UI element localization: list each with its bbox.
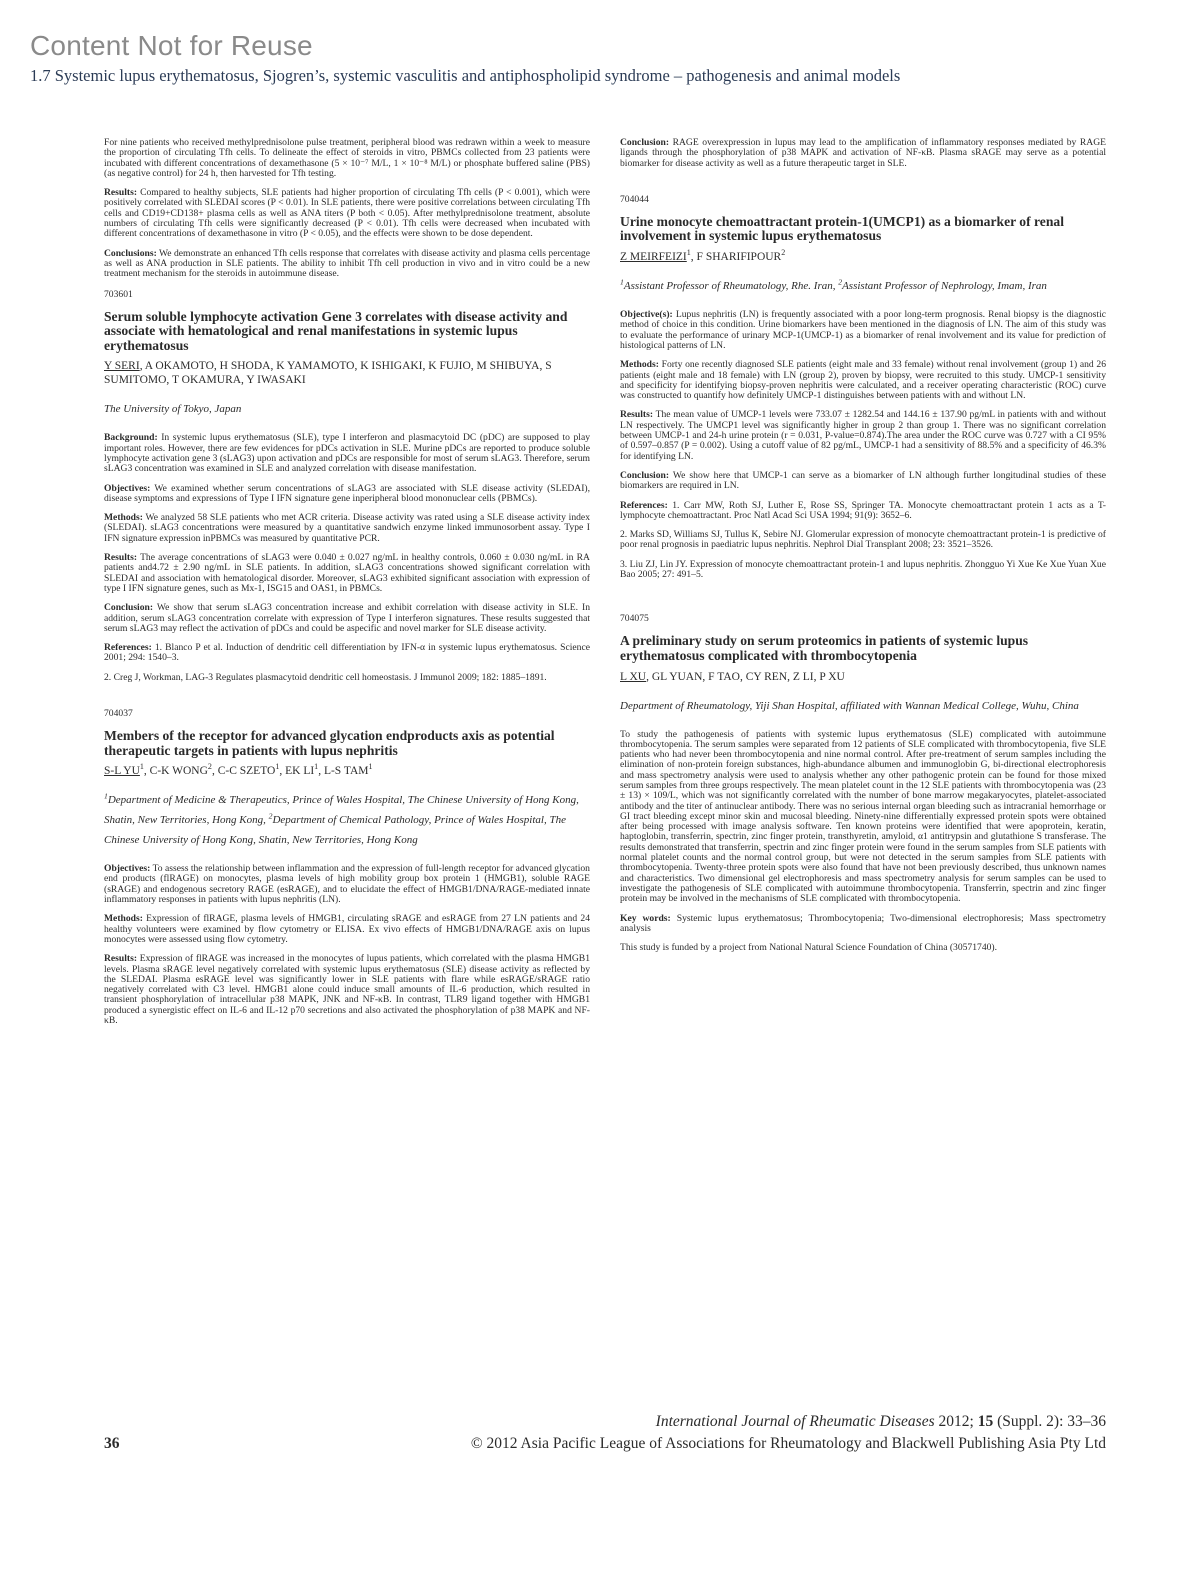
watermark: Content Not for Reuse bbox=[30, 30, 313, 61]
abstract-703601 bbox=[104, 289, 590, 683]
abstract-704044 bbox=[620, 194, 1106, 580]
results-paragraph: Results: Compared to healthy subjects, SLE patients had higher proportion of circulating Tfh cells (P < 0.001), which were positively correlated with SLEDAI scores (P < 0.01). In SLE patients, there were positive correlations between circulating Tfh cells and CD19+CD138+ plasma cells as well as ANA titers (P both < 0.05). After methylprednisolone treatment, absolute numbers of circulating Tfh cells were significantly decreased (P < 0.01). Tfh cells were decreased when incubated with different concentrations of dexamethasone in vitro (P < 0.05), and the effects were shown to be dose dependent. bbox=[104, 187, 590, 240]
page-number: 36 bbox=[104, 1435, 120, 1452]
methods-paragraph: Methods: Expression of flRAGE, plasma levels of HMGB1, circulating sRAGE and esRAGE from 27 LN patients and 24 healthy volunteers were examined by flow cytometry or ELISA. Ex vivo effects of HMGB1/DNA/RAGE axis on lupus monocytes were assessed using flow cytometry. bbox=[104, 913, 590, 945]
results-paragraph: Results: Expression of flRAGE was increased in the monocytes of lupus patients, which correlated with the plasma HMGB1 levels. Plasma sRAGE level negatively correlated with systemic lupus erythematosus (SLE) disease activity as reflected by the SLEDAI. Plasma esRAGE level was significantly lower in SLE patients with flare while esRAGE/sRAGE ratio negatively correlated with C3 level. HMGB1 alone could induce small amounts of IL-6 production, which resulted in transient phosphorylation of intracellular p38 MAPK, JNK and NF-κB. In contrast, TLR9 ligand together with HMGB1 produced a synergistic effect on IL-6 and IL-12 p70 secretions and also activated the phosphorylation of p38 MAPK and NF-κB. bbox=[104, 953, 590, 1027]
objectives-paragraph: Objectives: To assess the relationship between inflammation and the expression of full-length receptor for advanced glycation end products (flRAGE) on monocytes, plasma levels of high mobility group box protein 1 (HMGB1), soluble RAGE (sRAGE) and endogenous secretory RAGE (esRAGE), and to elucidate the effect of HMGB1/DNA/RAGE-mediated innate inflammatory responses in patients with lupus nephritis (LN). bbox=[104, 863, 590, 906]
funding-paragraph: This study is funded by a project from National Natural Science Foundation of China (30571740). bbox=[620, 942, 998, 954]
author-list: L XU, GL YUAN, F TAO, CY REN, Z LI, P XU bbox=[620, 670, 845, 683]
affiliation: Department of Rheumatology, Yiji Shan Hospital, affiliated with Wannan Medical College, Wuhu, China bbox=[620, 699, 1079, 712]
abstract-title: Urine monocyte chemoattractant protein-1(UMCP1) as a biomarker of renal involvement in systemic lupus erythematosus bbox=[620, 213, 1064, 244]
copyright-notice: © 2012 Asia Pacific League of Associations for Rheumatology and Blackwell Publishing Asia Pty Ltd bbox=[470, 1435, 1106, 1452]
author-list: Y SERI, A OKAMOTO, H SHODA, K YAMAMOTO, K ISHIGAKI, K FUJIO, M SHIBUYA, S SUMITOMO, T OKAMURA, Y IWASAKI bbox=[104, 360, 552, 387]
reference-1: References: 1. Carr MW, Roth SJ, Luther E, Rose SS, Springer TA. Monocyte chemoattractant protein 1 acts as a T-lymphocyte chemoattractant. Proc Natl Acad Sci USA 1994; 91(9): 3652–6. bbox=[620, 499, 1107, 521]
affiliation: $^1$Department of Medicine & Therapeutics, Prince of Wales Hospital, The Chinese University of Hong Kong, Shatin, New Territories, Hong Kong, $^2$Department of Chemical Pathology, Prince of Wales Hospital, The Chinese University of Hong Kong, Shatin, New Territories, Hong Kong bbox=[104, 791, 579, 847]
conclusion-paragraph: Conclusion: We show that serum sLAG3 concentration increase and exhibit correlation with disease activity in SLE. In addition, serum sLAG3 concentration correlate with expression of Type I interferon signatures. These results suggested that serum sLAG3 may reflect the activation of pDCs and could be aspecific and novel marker for SLE disease activity. bbox=[104, 602, 590, 634]
reference-2: 2. Creg J, Workman, LAG-3 Regulates plasmacytoid dendritic cell homeostasis. J Immunol 2009; 182: 1885–1891. bbox=[104, 671, 547, 683]
objectives-paragraph: Objective(s): Lupus nephritis (LN) is frequently associated with a poor long-term prognosis. Renal biopsy is the diagnostic method of choice in this condition. Urine biomarkers have been mentioned in the diagnosis of LN. The aim of this study was to evaluate the performance of urinary MCP-1(UMCP-1) as a biomarker of renal involvement and its value for prediction of histological patterns of LN. bbox=[620, 309, 1107, 351]
abstract-title: A preliminary study on serum proteomics in patients of systemic lupus erythematosus complicated with thrombocytopenia bbox=[620, 633, 1029, 663]
author-list: Z MEIRFEIZI$^1$, F SHARIFIPOUR$^2$ bbox=[620, 248, 786, 264]
methods-paragraph: Methods: We analyzed 58 SLE patients who met ACR criteria. Disease activity was rated using a SLE disease activity index (SLEDAI). sLAG3 concentrations were measured by a quantitative sandwich enzyme linked immunosorbent assay. Type I IFN signature expression inPBMCs was measured by quantitative PCR. bbox=[104, 512, 590, 544]
abstract-title: Members of the receptor for advanced glycation endproducts axis as potential therapeutic targets in patients with lupus nephritis bbox=[104, 727, 555, 758]
results-paragraph: Results: The mean value of UMCP-1 levels were 733.07 ± 1282.54 and 144.16 ± 137.90 pg/mL in patients with and without LN respectively. The UMCP1 level was significantly higher in group 2 than group 1. There was no significant correlation between UMCP-1 and 24-h urine protein (r = 0.031, P-value=0.874).The area under the ROC curve was 0.727 with a CI 95% of 0.597–0.857 (P = 0.002). Using a cutoff value of 82 pg/mL, UMCP-1 had a sensitivity of 88.5% and a specificity of 46.3% for identifying LN. bbox=[620, 409, 1106, 462]
keywords-paragraph: Key words: Systemic lupus erythematosus; Thrombocytopenia; Two-dimensional electrophoresis; Mass spectrometry analysis bbox=[620, 912, 1106, 934]
left-column bbox=[104, 138, 590, 1035]
running-head: 1.7 Systemic lupus erythematosus, Sjogren’s, systemic vasculitis and antiphospholipid syndrome – pathogenesis and animal models bbox=[30, 66, 901, 85]
conclusion-paragraph: Conclusion: RAGE overexpression in lupus may lead to the amplification of inflammatory responses mediated by RAGE ligands through the phosphorylation of p38 MAPK and activation of NF-κB. Plasma sRAGE may serve as a potential biomarker for disease activity as well as a future therapeutic target in SLE. bbox=[620, 137, 1106, 169]
abstract-title: Serum soluble lymphocyte activation Gene 3 correlates with disease activity and associate with hematological and renal manifestations in systemic lupus erythematosus bbox=[104, 308, 568, 353]
reference-1: References: 1. Blanco P et al. Induction of dendritic cell differentiation by IFN-α in systemic lupus erythematosus. Science 2001; 294: 1540–3. bbox=[104, 642, 590, 664]
abstract-id: 704075 bbox=[620, 613, 649, 625]
journal-citation: International Journal of Rheumatic Diseases 2012; 15 (Suppl. 2): 33–36 bbox=[655, 1413, 1106, 1430]
reference-2: 2. Marks SD, Williams SJ, Tullus K, Sebire NJ. Glomerular expression of monocyte chemoattractant protein-1 is predictive of poor renal prognosis in paediatric lupus nephritis. Nephrol Dial Transplant 2008; 23: 3521–3526. bbox=[620, 529, 1106, 551]
abstract-704037 bbox=[104, 708, 590, 1026]
author-list: S-L $YU^1$, C-K WONG$^2$, C-C SZETO$^1$, EK $LI^1$, L-S TAM$^1$ bbox=[104, 762, 373, 778]
abstract-id: 704044 bbox=[620, 193, 649, 205]
conclusions-paragraph: Conclusions: We demonstrate an enhanced Tfh cells response that correlates with disease activity and plasma cells percentage as well as ANA production in SLE patients. The ability to inhibit Tfh cell production in vivo and in vitro could be a new treatment mechanism for the steroids in autoimmune disease. bbox=[104, 247, 590, 280]
affiliation: $^1$Assistant Professor of Rheumatology, Rhe. Iran, $^2$Assistant Professor of Nephrology, Imam, Iran bbox=[620, 277, 1047, 293]
reference-3: 3. Liu ZJ, Lin JY. Expression of monocyte chemoattractant protein-1 and lupus nephritis. Zhongguo Yi Xue Ke Xue Yuan Xue Bao 2005; 27: 491–5. bbox=[620, 558, 1106, 581]
abstract-704075 bbox=[620, 613, 1106, 953]
methods-paragraph: Methods: Forty one recently diagnosed SLE patients (eight male and 33 female) without renal involvement (group 1) and 26 patients (eight male and 18 female) with LN (group 2), proven by biopsy, were recruited to this study. UMCP-1 sensitivity and specificity for identifying biopsy-proven nephritis were calculated, and a receiver operating characteristic (ROC) curve was constructed to quantify how definitely UMCP-1 distinguishes between patients with and without LN. bbox=[620, 359, 1106, 402]
conclusion-paragraph: Conclusion: We show here that UMCP-1 can serve as a biomarker of LN although further longitudinal studies of these biomarkers are required in LN. bbox=[620, 469, 1106, 492]
intro-paragraph: For nine patients who received methylprednisolone pulse treatment, peripheral blood was redrawn within a week to measure the proportion of circulating Tfh cells. To delineate the effect of steroids in vitro, PBMCs collected from 23 patients were incubated with different concentrations of dexamethasone (5 × 10⁻⁷ M/L, 1 × 10⁻⁸ M/L) or phosphate buffered saline (PBS) (as negative control) for 24 h, then harvested for Tfh testing. bbox=[104, 137, 590, 179]
abstract-id: 704037 bbox=[104, 707, 133, 719]
body-paragraph: To study the pathogenesis of patients with systemic lupus erythematosus (SLE) complicated with autoimmune thrombocytopenia. The serum samples were separated from 12 patients of SLE complicated with thrombocytopenia, five SLE patients who had never been thrombocytopenia and nine normal control. After pre-treatment of serum samples including the elimination of non-protein foreign substances, high-abundance albumen and immunoglobin G, bi-directional electrophoresis and mass spectrometry analysis were used to analysis whether any other pathogenic protein can be found for those mixed serum samples from three groups respectively. The mean platelet count in the 12 SLE patients with thrombocytopenia was (23 ± 13) × 109/L, which was not significantly correlated with the number of bone marrow megakaryocytes, platelet-associated antibody and the titer of antinuclear antibody. There was no serious internal organ bleeding such as intracranial hemorrhage or GI tract bleeding except minor skin and mucosal bleeding. Ninety-nine differentially expressed protein spots were obtained after being processed with image analysis software. Ten known proteins were identified that were apoprotein, keratin, haptoglobin, transferrin, spectrin, zinc finger protein, transthyretin, amyloid, α1 antitrypsin and glutathione S transferase. The results demonstrated that transferrin, spectrin and zinc finger protein were found in the serum samples from SLE patients with normal platelet counts and the normal control group, but were not detected in the serum samples from SLE patients with thrombocytopenia. Twenty-three protein spots were also found that have not been previously described, thus unknown names and characteristics. Two dimensional gel electrophoresis and mass spectrometry analysis for serum samples can be used to investigate the pathogenesis of SLE complicated with autoimmune thrombocytopenia. Transferrin, spectrin and zinc finger protein may be involved in the mechanisms of SLE complicated with thrombocytopenia. bbox=[620, 728, 1106, 905]
objectives-paragraph: Objectives: We examined whether serum concentrations of sLAG3 are associated with SLE disease activity (SLEDAI), disease symptoms and expressions of Type I IFN signature gene inperipheral blood mononuclear cells (PBMCs). bbox=[104, 482, 590, 504]
affiliation: The University of Tokyo, Japan bbox=[104, 403, 242, 416]
results-paragraph: Results: The average concentrations of sLAG3 were 0.040 ± 0.027 ng/mL in healthy controls, 0.060 ± 0.030 ng/mL in RA patients and4.72 ± 2.90 ng/mL in SLE patients. In addition, sLAG3 concentrations showed significant correlation with SLEDAI and association with hematological disorder. Moreover, sLAG3 exhibited significant association with expression of type I IFN signature genes, such as Mx-1, ISG15 and OAS1, in PBMCs. bbox=[104, 552, 590, 594]
right-column bbox=[620, 138, 1106, 962]
abstract-id: 703601 bbox=[104, 288, 133, 300]
background-paragraph: Background: In systemic lupus erythematosus (SLE), type I interferon and plasmacytoid DC (pDC) are supposed to play important roles. However, there are few evidences for pDCs activation in SLE. Murine pDCs are reported to produce soluble lymphocyte activation gene 3 (sLAG3) upon activation and pDCs are responsible for most of serum sLAG3. Therefore, serum sLAG3 concentration was examined in SLE and analyzed correlation with disease manifestation. bbox=[104, 432, 590, 475]
